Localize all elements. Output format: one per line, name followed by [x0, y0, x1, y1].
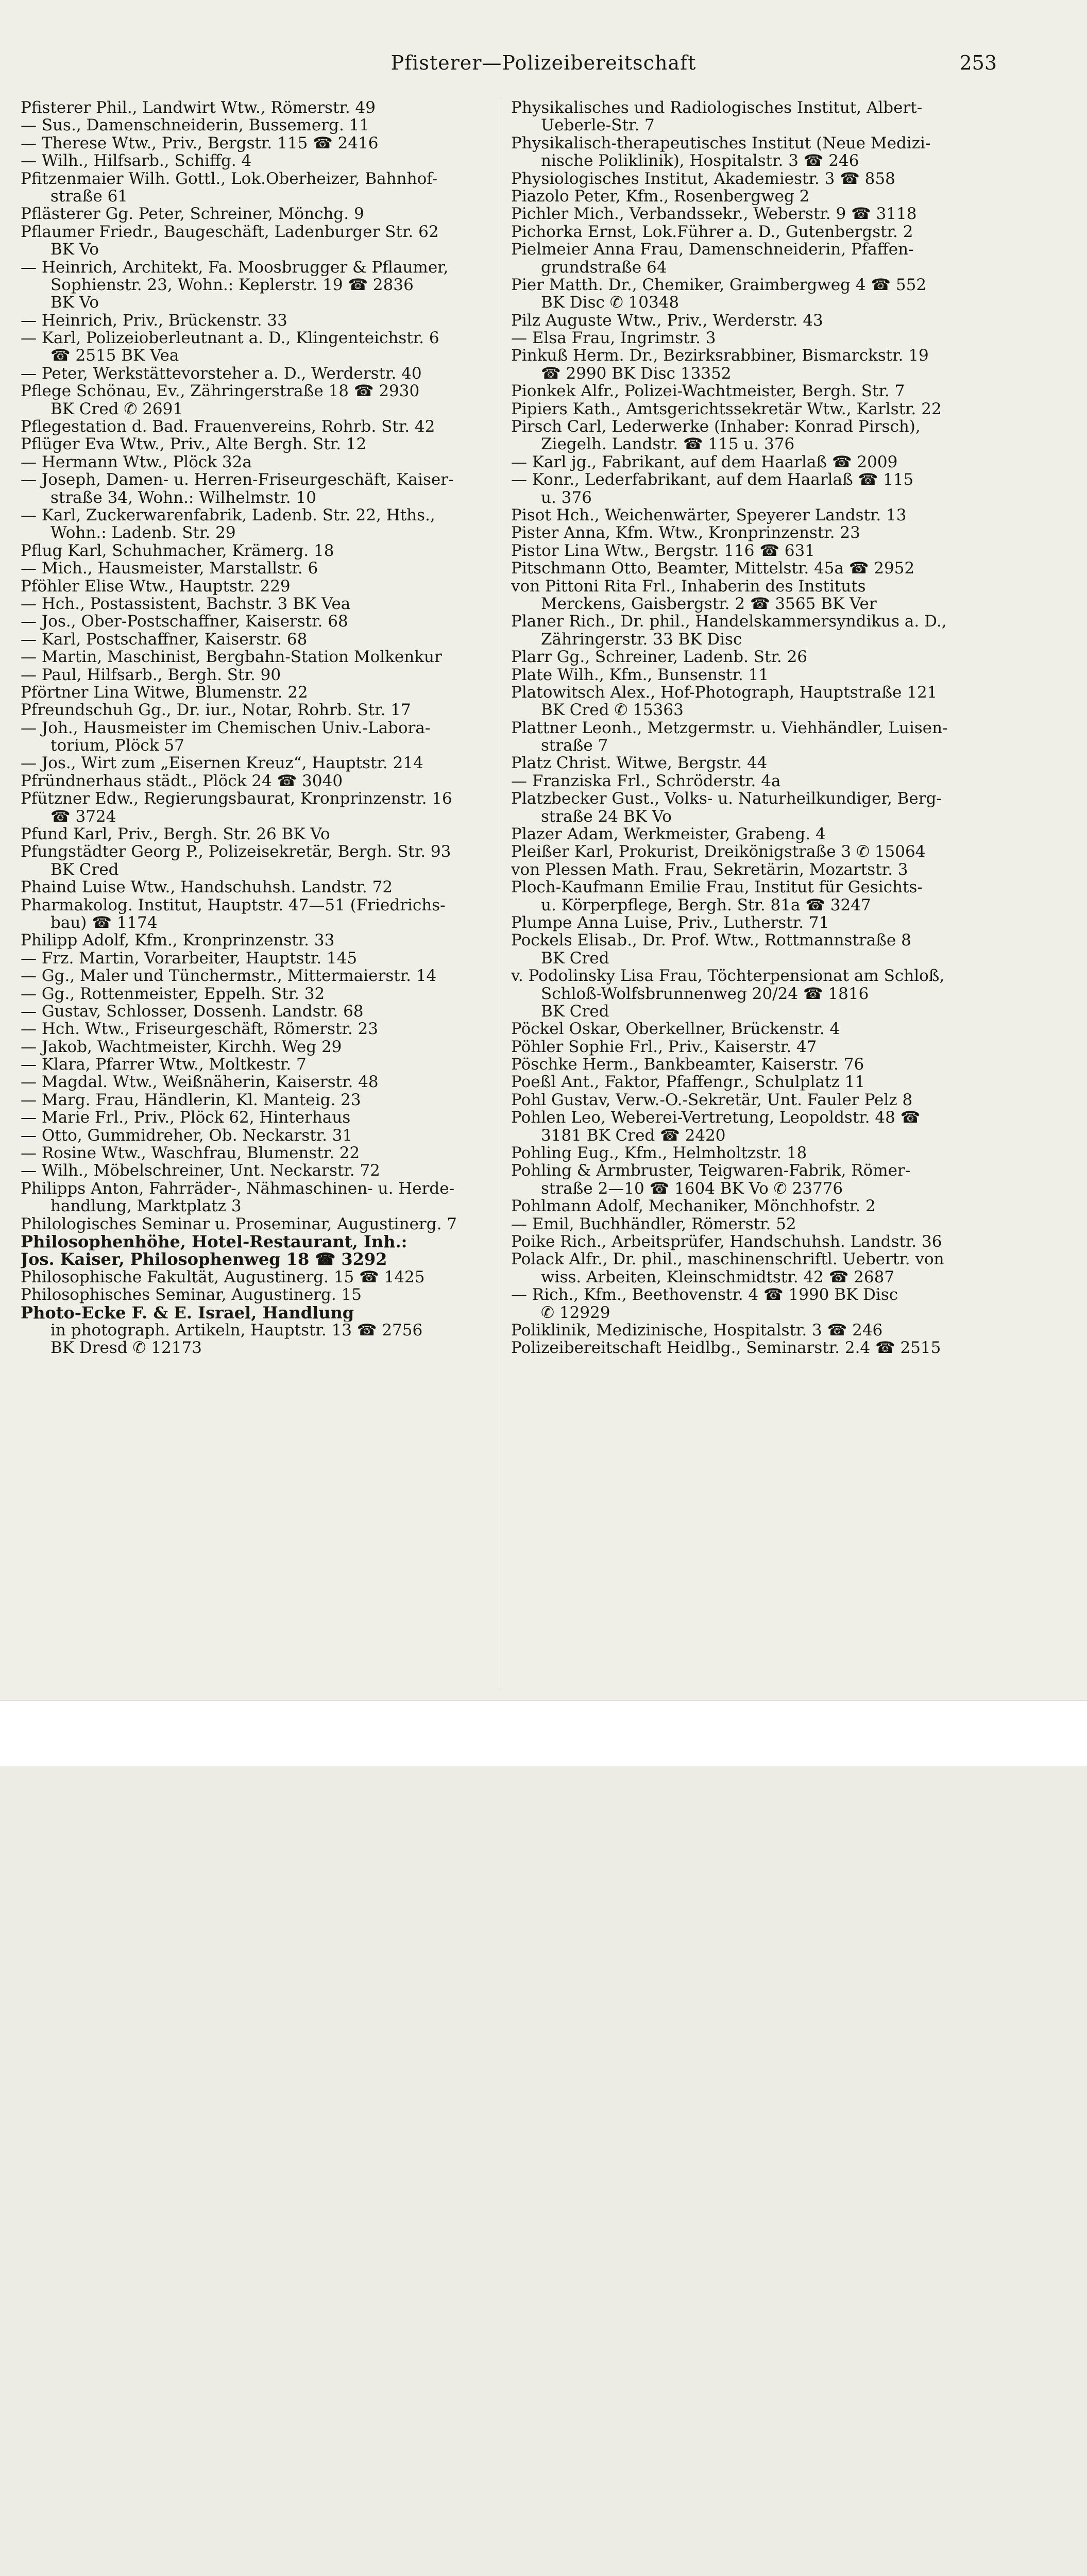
directory-entry-line: Philipps Anton, Fahrräder-, Nähmaschinen- u. Herde-: [21, 1179, 455, 1198]
directory-entry-line: von Pittoni Rita Frl., Inhaberin des Instituts: [511, 577, 866, 595]
directory-entry-line: straße 2—10 ☎ 1604 BK Vo ✆ 23776: [541, 1179, 843, 1198]
directory-entry-line: u. 376: [541, 488, 592, 506]
directory-entry-line: Pföhler Elise Wtw., Hauptstr. 229: [21, 577, 291, 595]
directory-entry-line: Pfreundschuh Gg., Dr. iur., Notar, Rohrb. Str. 17: [21, 701, 411, 719]
directory-entry-line: — Rich., Kfm., Beethovenstr. 4 ☎ 1990 BK Disc: [511, 1286, 898, 1304]
directory-entry-line: Pier Matth. Dr., Chemiker, Graimbergweg 4 ☎ 552: [511, 276, 927, 294]
directory-entry-line: Schloß-Wolfsbrunnenweg 20/24 ☎ 1816: [541, 985, 869, 1003]
directory-entry-line: Pipiers Kath., Amtsgerichtssekretär Wtw., Karlstr. 22: [511, 400, 942, 418]
directory-entry-line: Sophienstr. 23, Wohn.: Keplerstr. 19 ☎ 2836: [50, 276, 414, 294]
directory-entry-line: Plumpe Anna Luise, Priv., Lutherstr. 71: [511, 913, 829, 932]
directory-entry-line: Pohl Gustav, Verw.-O.-Sekretär, Unt. Fauler Pelz 8: [511, 1091, 913, 1109]
directory-entry-line: Poliklinik, Medizinische, Hospitalstr. 3 ☎ 246: [511, 1321, 883, 1340]
directory-entry-line: — Joh., Hausmeister im Chemischen Univ.-Labora-: [21, 719, 431, 737]
directory-entry-line: Planer Rich., Dr. phil., Handelskammersyndikus a. D.,: [511, 613, 947, 631]
directory-entry-line: — Mich., Hausmeister, Marstallstr. 6: [21, 560, 318, 578]
directory-entry-line: — Gg., Maler und Tünchermstr., Mittermaierstr. 14: [21, 967, 437, 985]
directory-entry-line: u. Körperpflege, Bergh. Str. 81a ☎ 3247: [541, 896, 871, 914]
directory-entry-line: Pöhler Sophie Frl., Priv., Kaiserstr. 47: [511, 1038, 817, 1056]
directory-entry-line: Physiologisches Institut, Akademiestr. 3 ☎ 858: [511, 170, 895, 188]
directory-entry-line: BK Cred ✆ 2691: [50, 400, 183, 418]
directory-entry-line: — Jos., Wirt zum „Eisernen Kreuz“, Hauptstr. 214: [21, 754, 423, 772]
directory-entry-line: — Klara, Pfarrer Wtw., Moltkestr. 7: [21, 1056, 307, 1074]
directory-entry-line: in photograph. Artikeln, Hauptstr. 13 ☎ 2756: [50, 1321, 423, 1340]
directory-entry-line: Pfungstädter Georg P., Polizeisekretär, Bergh. Str. 93: [21, 843, 451, 861]
directory-entry-line: — Hch., Postassistent, Bachstr. 3 BK Vea: [21, 595, 351, 613]
directory-entry-line: — Martin, Maschinist, Bergbahn-Station Molkenkur: [21, 648, 442, 666]
directory-entry-line: Wohn.: Ladenb. Str. 29: [50, 524, 236, 542]
directory-entry-line: — Karl, Polizeioberleutnant a. D., Klingenteichstr. 6: [21, 329, 439, 347]
directory-entry-line: Pöschke Herm., Bankbeamter, Kaiserstr. 76: [511, 1056, 864, 1074]
directory-entry-line: Ziegelh. Landstr. ☎ 115 u. 376: [541, 435, 795, 453]
directory-entry-line: Poike Rich., Arbeitsprüfer, Handschuhsh. Landstr. 36: [511, 1233, 942, 1251]
directory-entry-line: — Marie Frl., Priv., Plöck 62, Hinterhaus: [21, 1109, 351, 1127]
directory-entry-line: Poeßl Ant., Faktor, Pfaffengr., Schulplatz 11: [511, 1073, 865, 1091]
directory-entry-line: Pflegestation d. Bad. Frauenvereins, Rohrb. Str. 42: [21, 418, 435, 436]
directory-entry-line: — Konr., Lederfabrikant, auf dem Haarlaß ☎ 115: [511, 471, 914, 489]
directory-entry-line: BK Dresd ✆ 12173: [50, 1339, 202, 1357]
directory-entry-line: Pirsch Carl, Lederwerke (Inhaber: Konrad Pirsch),: [511, 418, 921, 436]
directory-entry-line: Plattner Leonh., Metzgermstr. u. Viehhändler, Luisen-: [511, 719, 948, 737]
directory-entry-line: ☎ 2990 BK Disc 13352: [541, 364, 732, 383]
directory-entry-line: — Emil, Buchhändler, Römerstr. 52: [511, 1215, 796, 1233]
footer-bar: [0, 1700, 1087, 1766]
directory-entry-line: Pflug Karl, Schuhmacher, Krämerg. 18: [21, 541, 334, 560]
directory-entry-line: Platzbecker Gust., Volks- u. Naturheilkundiger, Berg-: [511, 790, 942, 808]
left-column: [21, 99, 500, 1357]
directory-entry-line: Plarr Gg., Schreiner, Ladenb. Str. 26: [511, 648, 808, 666]
directory-entry-line: — Heinrich, Architekt, Fa. Moosbrugger & Pflaumer,: [21, 258, 449, 276]
directory-entry-line: BK Cred: [50, 860, 119, 879]
directory-entry-line: BK Cred ✆ 15363: [541, 701, 684, 719]
directory-entry-line: Philosophische Fakultät, Augustinerg. 15 ☎ 1425: [21, 1268, 425, 1286]
directory-entry-line: Zähringerstr. 33 BK Disc: [541, 630, 742, 649]
directory-entry-line: Pfitzenmaier Wilh. Gottl., Lok.Oberheizer, Bahnhof-: [21, 170, 438, 188]
directory-entry-line: — Karl, Postschaffner, Kaiserstr. 68: [21, 630, 308, 649]
directory-entry-line: BK Cred: [541, 1002, 609, 1021]
directory-entry-line: Pionkek Alfr., Polizei-Wachtmeister, Bergh. Str. 7: [511, 382, 905, 400]
directory-entry-line: Ploch-Kaufmann Emilie Frau, Institut für Gesichts-: [511, 878, 923, 896]
directory-entry-line: Pistor Lina Wtw., Bergstr. 116 ☎ 631: [511, 541, 815, 560]
directory-entry-line: Piazolo Peter, Kfm., Rosenbergweg 2: [511, 187, 810, 206]
directory-entry-line: BK Vo: [50, 294, 99, 312]
directory-entry-line: — Paul, Hilfsarb., Bergh. Str. 90: [21, 666, 281, 684]
directory-entry-line: — Rosine Wtw., Waschfrau, Blumenstr. 22: [21, 1144, 360, 1162]
directory-entry-line: — Gustav, Schlosser, Dossenh. Landstr. 68: [21, 1002, 364, 1021]
directory-entry-line: Pfund Karl, Priv., Bergh. Str. 26 BK Vo: [21, 825, 330, 843]
directory-entry-line: Pflästerer Gg. Peter, Schreiner, Mönchg. 9: [21, 205, 364, 223]
directory-entry-line: Pfisterer Phil., Landwirt Wtw., Römerstr. 49: [21, 99, 376, 117]
directory-entry-line: Pister Anna, Kfm. Wtw., Kronprinzenstr. 23: [511, 524, 860, 542]
directory-entry-line: — Heinrich, Priv., Brückenstr. 33: [21, 311, 287, 330]
directory-entry-line: — Therese Wtw., Priv., Bergstr. 115 ☎ 2416: [21, 134, 379, 152]
directory-entry-line: — Hermann Wtw., Plöck 32a: [21, 453, 252, 471]
directory-entry-line: — Frz. Martin, Vorarbeiter, Hauptstr. 145: [21, 949, 358, 968]
directory-entry-line: — Gg., Rottenmeister, Eppelh. Str. 32: [21, 985, 325, 1003]
directory-entry-line: — Franziska Frl., Schröderstr. 4a: [511, 772, 781, 790]
directory-entry-line: Philipp Adolf, Kfm., Kronprinzenstr. 33: [21, 931, 335, 950]
directory-entry-line: BK Cred: [541, 949, 609, 968]
directory-entry-line: Pflaumer Friedr., Baugeschäft, Ladenburger Str. 62: [21, 223, 439, 241]
directory-entry-line: Philologisches Seminar u. Proseminar, Augustinerg. 7: [21, 1215, 457, 1233]
directory-entry-line: Pförtner Lina Witwe, Blumenstr. 22: [21, 683, 308, 702]
directory-entry-line: Photo-Ecke F. & E. Israel, Handlung: [21, 1303, 354, 1321]
directory-entry-line: nische Poliklinik), Hospitalstr. 3 ☎ 246: [541, 152, 859, 170]
directory-entry-line: — Magdal. Wtw., Weißnäherin, Kaiserstr. 48: [21, 1073, 379, 1091]
directory-entry-line: BK Disc ✆ 10348: [541, 294, 680, 312]
directory-entry-line: v. Podolinsky Lisa Frau, Töchterpensionat am Schloß,: [511, 967, 945, 985]
directory-entry-line: Pflüger Eva Wtw., Priv., Alte Bergh. Str. 12: [21, 435, 367, 453]
directory-entry-line: Pockels Elisab., Dr. Prof. Wtw., Rottmannstraße 8: [511, 931, 911, 950]
directory-entry-line: Physikalisches und Radiologisches Institut, Albert-: [511, 99, 923, 117]
directory-entry-line: — Otto, Gummidreher, Ob. Neckarstr. 31: [21, 1126, 353, 1145]
directory-entry-line: Pfründnerhaus städt., Plöck 24 ☎ 3040: [21, 772, 343, 790]
directory-entry-line: Pohlen Leo, Weberei-Vertretung, Leopoldstr. 48 ☎: [511, 1109, 921, 1127]
directory-entry-line: BK Vo: [50, 241, 99, 259]
page-header-title: Pfisterer—Polizeibereitschaft: [390, 52, 697, 74]
directory-entry-line: — Sus., Damenschneiderin, Bussemerg. 11: [21, 116, 370, 134]
directory-entry-line: Ueberle-Str. 7: [541, 116, 655, 134]
directory-entry-line: Jos. Kaiser, Philosophenweg 18 ☎ 3292: [21, 1250, 387, 1268]
directory-entry-line: Pfützner Edw., Regierungsbaurat, Kronprinzenstr. 16: [21, 790, 452, 808]
directory-entry-line: Philosophenhöhe, Hotel-Restaurant, Inh.:: [21, 1233, 407, 1251]
directory-entry-line: — Joseph, Damen- u. Herren-Friseurgeschäft, Kaiser-: [21, 471, 454, 489]
directory-entry-line: — Peter, Werkstättevorsteher a. D., Werderstr. 40: [21, 364, 422, 383]
directory-entry-line: ☎ 2515 BK Vea: [50, 347, 179, 365]
directory-entry-line: ☎ 3724: [50, 807, 116, 826]
directory-entry-line: Pohling & Armbruster, Teigwaren-Fabrik, Römer-: [511, 1162, 911, 1180]
directory-entry-line: — Hch. Wtw., Friseurgeschäft, Römerstr. 23: [21, 1020, 378, 1038]
directory-entry-line: straße 34, Wohn.: Wilhelmstr. 10: [50, 488, 316, 506]
directory-entry-line: grundstraße 64: [541, 258, 667, 276]
directory-entry-line: — Wilh., Hilfsarb., Schiffg. 4: [21, 152, 252, 170]
directory-entry-line: Pleißer Karl, Prokurist, Dreikönigstraße 3 ✆ 15064: [511, 843, 926, 861]
directory-entry-line: Philosophisches Seminar, Augustinerg. 15: [21, 1286, 362, 1304]
directory-entry-line: — Elsa Frau, Ingrimstr. 3: [511, 329, 716, 347]
directory-entry-line: ✆ 12929: [541, 1303, 610, 1321]
directory-entry-line: Pichler Mich., Verbandssekr., Weberstr. 9 ☎ 3118: [511, 205, 917, 223]
directory-entry-line: Polizeibereitschaft Heidlbg., Seminarstr. 2.4 ☎ 2515: [511, 1339, 941, 1357]
directory-entry-line: Pöckel Oskar, Oberkellner, Brückenstr. 4: [511, 1020, 840, 1038]
directory-entry-line: Phaind Luise Wtw., Handschuhsh. Landstr. 72: [21, 878, 393, 896]
directory-entry-line: — Wilh., Möbelschreiner, Unt. Neckarstr. 72: [21, 1162, 380, 1180]
directory-entry-line: Plate Wilh., Kfm., Bunsenstr. 11: [511, 666, 769, 684]
directory-entry-line: Pinkuß Herm. Dr., Bezirksrabbiner, Bismarckstr. 19: [511, 347, 929, 365]
directory-entry-line: Pflege Schönau, Ev., Zähringerstraße 18 ☎ 2930: [21, 382, 420, 400]
directory-entry-line: — Jakob, Wachtmeister, Kirchh. Weg 29: [21, 1038, 342, 1056]
directory-entry-line: Pohling Eug., Kfm., Helmholtzstr. 18: [511, 1144, 807, 1162]
directory-entry-line: handlung, Marktplatz 3: [50, 1197, 242, 1215]
directory-entry-line: Physikalisch-therapeutisches Institut (Neue Medizi-: [511, 134, 931, 152]
directory-entry-line: Platz Christ. Witwe, Bergstr. 44: [511, 754, 768, 772]
directory-entry-line: Pilz Auguste Wtw., Priv., Werderstr. 43: [511, 311, 823, 330]
directory-entry-line: — Jos., Ober-Postschaffner, Kaiserstr. 68: [21, 613, 348, 631]
directory-entry-line: Pisot Hch., Weichenwärter, Speyerer Landstr. 13: [511, 506, 907, 524]
directory-entry-line: wiss. Arbeiten, Kleinschmidtstr. 42 ☎ 2687: [541, 1268, 895, 1286]
directory-entry-line: 3181 BK Cred ☎ 2420: [541, 1126, 726, 1145]
directory-entry-line: Pichorka Ernst, Lok.Führer a. D., Gutenbergstr. 2: [511, 223, 913, 241]
directory-entry-line: Merckens, Gaisbergstr. 2 ☎ 3565 BK Ver: [541, 595, 877, 613]
directory-entry-line: Plazer Adam, Werkmeister, Grabeng. 4: [511, 825, 826, 843]
right-column: [511, 99, 1026, 1357]
directory-entry-line: straße 61: [50, 187, 128, 206]
directory-entry-line: Pharmakolog. Institut, Hauptstr. 47—51 (Friedrichs-: [21, 896, 446, 914]
directory-entry-line: — Karl, Zuckerwarenfabrik, Ladenb. Str. 22, Hths.,: [21, 506, 435, 524]
directory-entry-line: Pielmeier Anna Frau, Damenschneiderin, Pfaffen-: [511, 241, 914, 259]
directory-entry-line: bau) ☎ 1174: [50, 913, 158, 932]
directory-entry-line: Platowitsch Alex., Hof-Photograph, Hauptstraße 121: [511, 683, 938, 702]
directory-entry-line: Pitschmann Otto, Beamter, Mittelstr. 45a ☎ 2952: [511, 560, 915, 578]
page-number: 253: [959, 52, 997, 74]
directory-entry-line: straße 7: [541, 737, 608, 755]
directory-entry-line: Polack Alfr., Dr. phil., maschinenschriftl. Uebertr. von: [511, 1250, 944, 1268]
directory-entry-line: Pohlmann Adolf, Mechaniker, Mönchhofstr. 2: [511, 1197, 876, 1215]
directory-entry-line: — Marg. Frau, Händlerin, Kl. Manteig. 23: [21, 1091, 361, 1109]
directory-entry-line: straße 24 BK Vo: [541, 807, 672, 826]
directory-entry-line: torium, Plöck 57: [50, 737, 184, 755]
directory-entry-line: — Karl jg., Fabrikant, auf dem Haarlaß ☎ 2009: [511, 453, 898, 471]
directory-entry-line: von Plessen Math. Frau, Sekretärin, Mozartstr. 3: [511, 860, 908, 879]
